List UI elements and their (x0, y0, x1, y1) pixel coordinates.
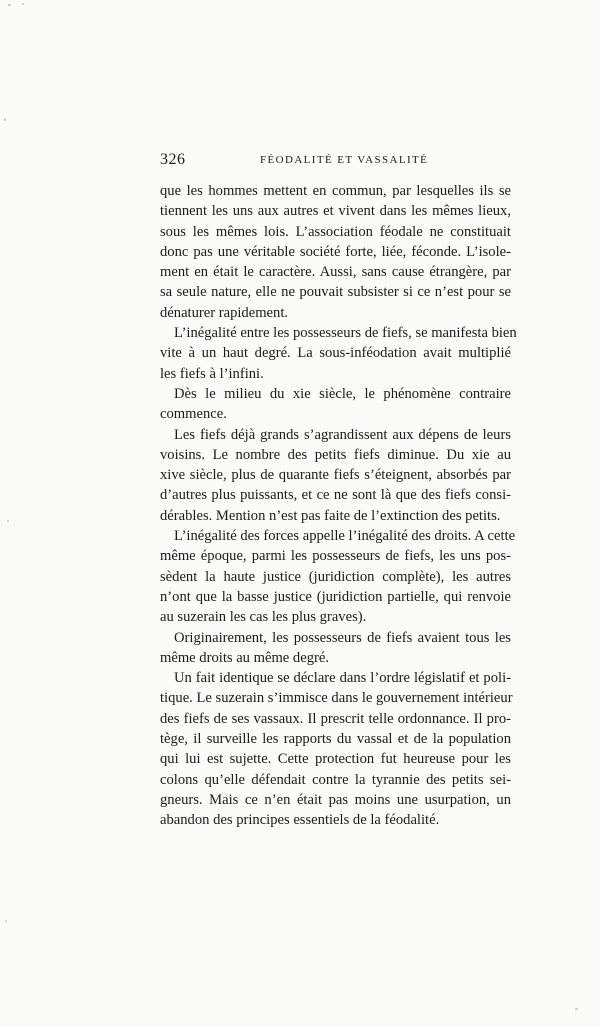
text-line: voisins. Le nombre des petits fiefs diminue. Du xie au (160, 446, 511, 463)
text-line: que les hommes mettent en commun, par lesquelles ils se (160, 183, 511, 199)
text-line: gneurs. Mais ce n’en était pas moins une usurpation, un (160, 791, 511, 808)
text-line: tique. Le suzerain s’immisce dans le gouvernement intérieur (160, 690, 513, 707)
scan-speck (7, 520, 9, 522)
text-line: même droits au même degré. (160, 649, 329, 666)
scan-speck (575, 1008, 578, 1010)
text-line: dénaturer rapidement. (160, 304, 289, 321)
paragraph (160, 628, 511, 669)
text-line: sèdent la haute justice (juridiction complète), les autres (160, 568, 511, 585)
text-line: L’inégalité des forces appelle l’inégalité des droits. A cette (174, 528, 516, 545)
text-line: d’autres plus puissants, et ce ne sont là que des fiefs consi- (160, 487, 511, 504)
text-line: qui lui est sujette. Cette protection fut heureuse pour les (160, 751, 511, 768)
paragraph (160, 425, 511, 526)
text-line: n’ont que la basse justice (juridiction partielle, qui renvoie (160, 588, 511, 605)
text-line: Les fiefs déjà grands s’agrandissent aux dépens de leurs (174, 426, 511, 443)
text-line: donc pas une véritable société forte, liée, féconde. L’isole- (160, 243, 511, 260)
paragraph (160, 384, 511, 425)
page-header (160, 151, 444, 173)
text-line: les fiefs à l’infini. (160, 365, 264, 382)
scan-speck (22, 3, 24, 5)
paragraph (160, 526, 516, 627)
running-title: FÉODALITÉ ET VASSALITÉ (260, 154, 429, 166)
text-line: dérables. Mention n’est pas faite de l’extinction des petits. (160, 507, 501, 524)
scan-speck (5, 920, 7, 922)
text-line: des fiefs de ses vassaux. Il prescrit telle ordonnance. Il pro- (160, 710, 511, 727)
scan-speck (8, 4, 11, 6)
paragraph (160, 323, 517, 384)
text-line: même époque, parmi les possesseurs de fiefs, les uns pos- (160, 548, 511, 565)
page-number: 326 (160, 151, 186, 168)
text-line: tiennent les uns aux autres et vivent dans les mêmes lieux, (160, 203, 511, 220)
text-line: au suzerain les cas les plus graves). (160, 609, 367, 626)
paragraph (160, 181, 511, 323)
text-line: sous les mêmes lois. L’association féodale ne constituait (160, 223, 511, 240)
text-line: tège, il surveille les rapports du vassal et de la population (160, 731, 511, 748)
text-line: abandon des principes essentiels de la féodalité. (160, 812, 440, 829)
text-line: xive siècle, plus de quarante fiefs s’éteignent, absorbés par (160, 467, 511, 484)
text-line: L’inégalité entre les possesseurs de fiefs, se manifesta bien (174, 325, 517, 342)
paragraph (160, 668, 511, 830)
text-line: Originairement, les possesseurs de fiefs avaient tous les (174, 629, 511, 646)
scan-speck (4, 118, 6, 121)
text-line: commence. (160, 406, 227, 423)
body-text (160, 181, 517, 831)
text-line: vite à un haut degré. La sous-inféodation avait multiplié (160, 345, 511, 362)
text-line: colons qu’elle défendait contre la tyrannie des petits sei- (160, 771, 511, 788)
text-line: ment en était le caractère. Aussi, sans cause étrangère, par (160, 264, 511, 281)
text-line: Un fait identique se déclare dans l’ordre législatif et poli- (174, 670, 511, 687)
text-line: Dès le milieu du xie siècle, le phénomène contraire (174, 385, 511, 402)
text-line: sa seule nature, elle ne pouvait subsister si ce n’est pour se (160, 284, 511, 301)
